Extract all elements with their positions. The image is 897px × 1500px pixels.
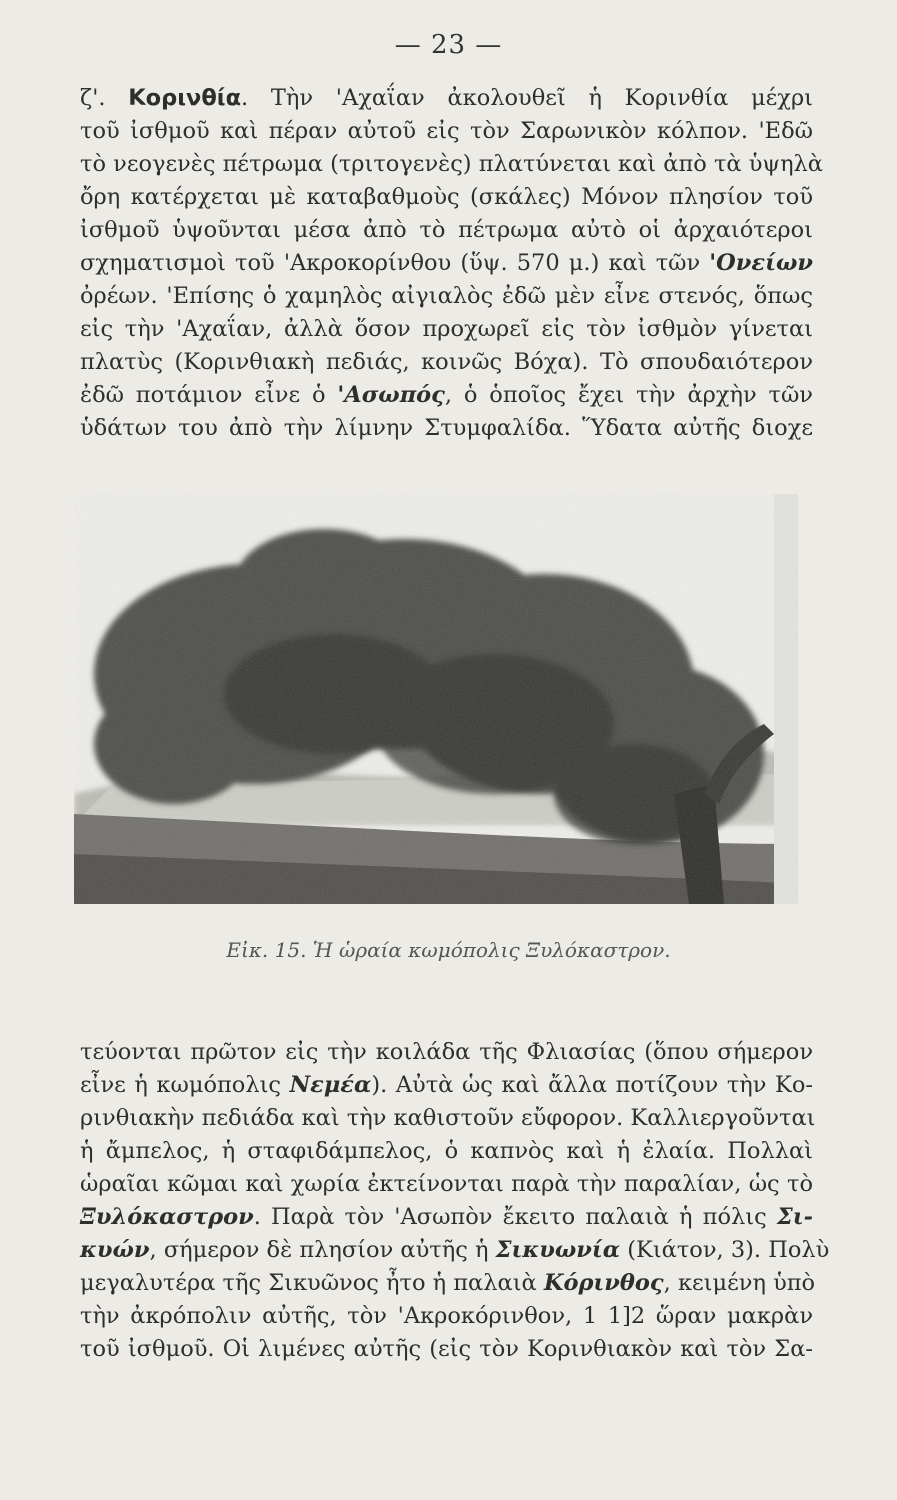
- emphasized-term: 'Ονείων: [709, 250, 813, 276]
- text-line: κυών, σήμερον δὲ πλησίον αὐτῆς ἡ Σικυωνία (Κιάτον, 3). Πολὺ: [80, 1237, 830, 1263]
- section-heading: Κορινθία: [128, 85, 242, 111]
- photograph: [74, 494, 798, 904]
- emphasized-term: Σικυωνία: [495, 1237, 621, 1263]
- emphasized-term: Κόρινθος: [543, 1270, 664, 1296]
- text-line: ἰσθμοῦ ὑψοῦνται μέσα ἀπὸ τὸ πέτρωμα αὐτὸ οἱ ἀρχαιότεροι: [80, 217, 813, 243]
- emphasized-term: Νεμέα: [289, 1072, 372, 1098]
- text-line: ὄρη κατέρχεται μὲ καταβαθμοὺς (σκάλες) Μόνον πλησίον τοῦ: [80, 184, 813, 210]
- emphasized-term: 'Ασωπός: [337, 382, 445, 408]
- text-line: τεύονται πρῶτον εἰς τὴν κοιλάδα τῆς Φλιασίας (ὅπου σήμερον: [80, 1039, 813, 1065]
- text-line: ὑδάτων του ἀπὸ τὴν λίμνην Στυμφαλίδα. Ὕδατα αὐτῆς διοχε: [80, 415, 813, 441]
- text-line: εἰς τὴν 'Αχαΐαν, ἀλλὰ ὅσον προχωρεῖ εἰς τὸν ἰσθμὸν γίνεται: [80, 316, 813, 342]
- text-line: μεγαλυτέρα τῆς Σικυῶνος ἦτο ἡ παλαιὰ Κόρινθος, κειμένη ὑπὸ: [80, 1270, 816, 1296]
- emphasized-term: Σι-: [776, 1204, 813, 1230]
- text-line: ὀρέων. 'Επίσης ὁ χαμηλὸς αἰγιαλὸς ἐδῶ μὲν εἶνε στενός, ὅπως: [80, 283, 813, 309]
- text-line: πλατὺς (Κορινθιακὴ πεδιάς, κοινῶς Βόχα). Τὸ σπουδαιότερον: [80, 349, 813, 375]
- page-number: — 23 —: [394, 30, 503, 60]
- text-line: τοῦ ἰσθμοῦ καὶ πέραν αὐτοῦ εἰς τὸν Σαρωνικὸν κόλπον. 'Εδῶ: [80, 118, 813, 144]
- figure-caption: Εἰκ. 15. Ἡ ὡραία κωμόπολις Ξυλόκαστρον.: [226, 938, 671, 962]
- text-line: ἡ ἄμπελος, ἡ σταφιδάμπελος, ὁ καπνὸς καὶ ἡ ἐλαία. Πολλαὶ: [80, 1138, 813, 1164]
- text-line: σχηματισμοὶ τοῦ 'Ακροκορίνθου (ὕψ. 570 μ.) καὶ τῶν 'Ονείων: [80, 250, 813, 276]
- emphasized-term: Ξυλόκαστρον: [80, 1204, 254, 1230]
- tree-photo-illustration: [74, 494, 798, 904]
- text-line: ζ'. Κορινθία. Τὴν 'Αχαΐαν ἀκολουθεῖ ἡ Κορινθία μέχρι: [80, 85, 813, 111]
- top-paragraph: [80, 82, 824, 445]
- text-line: ὡραῖαι κῶμαι καὶ χωρία ἐκτείνονται παρὰ τὴν παραλίαν, ὡς τὸ: [80, 1171, 813, 1197]
- emphasized-term: κυών: [80, 1237, 150, 1263]
- text-line: ἐδῶ ποτάμιον εἶνε ὁ 'Ασωπός, ὁ ὁποῖος ἔχει τὴν ἀρχὴν τῶν: [80, 382, 813, 408]
- text-line: τὴν ἀκρόπολιν αὐτῆς, τὸν 'Ακροκόρινθον, 1 1]2 ὥραν μακρὰν: [80, 1303, 813, 1329]
- text-line: εἶνε ἡ κωμόπολις Νεμέα). Αὐτὰ ὡς καὶ ἄλλα ποτίζουν τὴν Κο-: [80, 1072, 813, 1098]
- bottom-paragraph: [80, 1036, 830, 1366]
- text-line: τὸ νεογενὲς πέτρωμα (τριτογενὲς) πλατύνεται καὶ ἀπὸ τὰ ὑψηλὰ: [80, 151, 824, 177]
- text-line: τοῦ ἰσθμοῦ. Οἱ λιμένες αὐτῆς (εἰς τὸν Κορινθιακὸν καὶ τὸν Σα-: [80, 1336, 813, 1362]
- text-line: ρινθιακὴν πεδιάδα καὶ τὴν καθιστοῦν εὔφορον. Καλλιεργοῦνται: [80, 1105, 816, 1131]
- text-line: Ξυλόκαστρον. Παρὰ τὸν 'Ασωπὸν ἔκειτο παλαιὰ ἡ πόλις Σι-: [80, 1204, 813, 1230]
